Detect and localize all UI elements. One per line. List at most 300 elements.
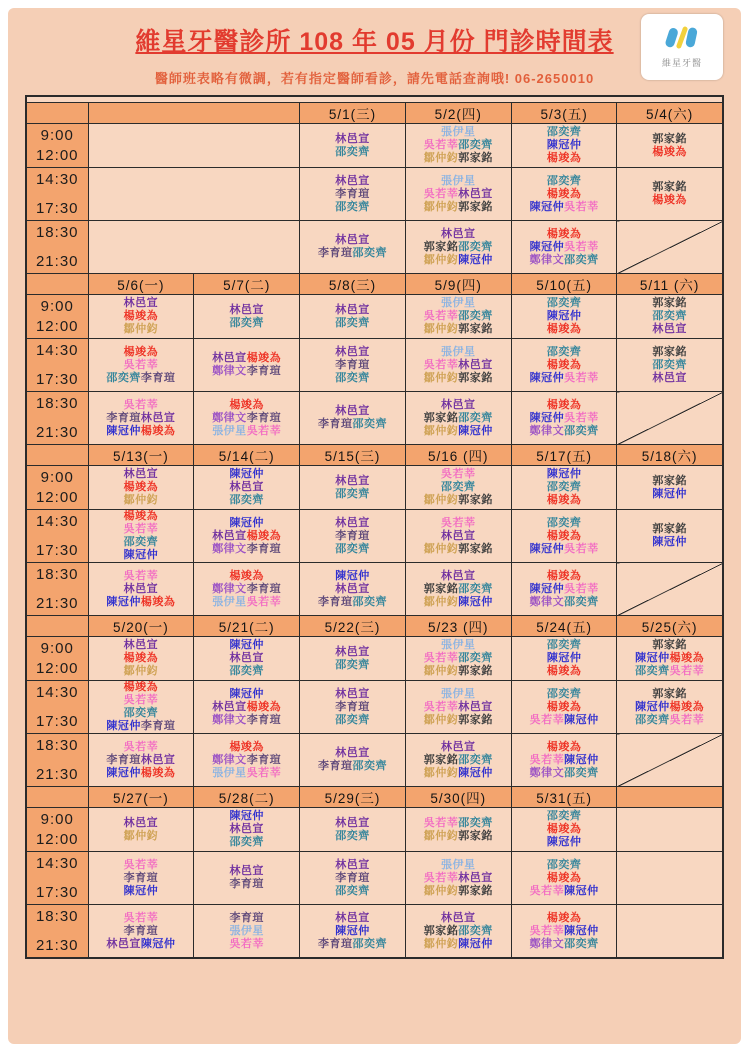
doctor-line — [617, 346, 721, 359]
doctor-name: 郭家銘 — [423, 240, 459, 253]
time-slot-label — [26, 563, 88, 616]
doctor-name: 楊竣為 — [669, 652, 705, 664]
doctor-line — [300, 747, 405, 760]
schedule-cell — [300, 339, 406, 392]
doctor-name: 陳冠仲 — [546, 836, 582, 848]
time-slot-label — [26, 637, 88, 681]
time-end: 17:30 — [35, 200, 79, 217]
schedule-cell — [405, 168, 511, 221]
doctor-line — [617, 536, 721, 549]
doctor-name: 吳若莘 — [123, 523, 159, 535]
schedule-cell — [194, 852, 300, 905]
doctor-line — [406, 425, 511, 438]
doctor-name: 李育瑄 — [246, 713, 282, 726]
doctor-line — [89, 639, 194, 652]
schedule-cell — [88, 637, 194, 681]
schedule-cell — [300, 221, 406, 274]
doctor-name: 邵奕齊 — [546, 345, 582, 358]
doctor-line — [406, 530, 511, 543]
doctor-line — [194, 530, 299, 543]
doctor-name: 邵奕齊 — [441, 481, 476, 493]
doctor-name: 李育瑄 — [317, 760, 353, 772]
doctor-name: 郭家銘 — [458, 152, 493, 164]
doctor-line — [512, 152, 617, 165]
doctor-name: 楊竣為 — [546, 152, 582, 164]
doctor-line — [617, 665, 721, 678]
doctor-line — [194, 517, 299, 530]
doctor-name: 鄒仲鈞 — [423, 494, 459, 506]
doctor-line — [89, 536, 194, 549]
doctor-name: 李育瑄 — [140, 371, 176, 384]
doctor-name: 林邑宣 — [229, 865, 264, 877]
doctor-name: 邵奕齊 — [564, 253, 599, 266]
doctor-line — [300, 885, 405, 898]
doctor-line — [512, 323, 617, 336]
date-header: 5/28(二) — [194, 787, 300, 808]
doctor-line — [406, 126, 511, 139]
doctor-name: 楊竣為 — [652, 145, 687, 158]
doctor-line — [89, 754, 194, 767]
doctor-name: 郭家銘 — [423, 753, 459, 766]
doctor-line — [194, 317, 299, 330]
schedule-cell — [88, 295, 194, 339]
doctor-name: 吳若莘 — [441, 516, 476, 529]
date-header: 5/8(三) — [300, 274, 406, 295]
doctor-name: 陳冠仲 — [229, 516, 264, 529]
doctor-name: 邵奕齊 — [458, 240, 493, 253]
doctor-line — [300, 359, 405, 372]
doctor-line — [300, 714, 405, 727]
doctor-line — [300, 701, 405, 714]
doctor-name: 邵奕齊 — [229, 665, 264, 677]
doctor-name: 林邑宣 — [123, 468, 159, 480]
doctor-name: 郭家銘 — [458, 829, 493, 842]
doctor-name: 李育瑄 — [335, 187, 370, 200]
doctor-name: 陳冠仲 — [140, 937, 176, 950]
doctor-line — [512, 310, 617, 323]
doctor-line — [406, 817, 511, 830]
doctor-name: 陳冠仲 — [652, 536, 687, 548]
date-header: 5/11 (六) — [617, 274, 723, 295]
doctor-line — [300, 543, 405, 556]
doctor-name: 吳若莘 — [246, 424, 282, 437]
schedule-cell — [511, 466, 617, 510]
week-3-slot-row-2 — [26, 510, 723, 563]
doctor-line — [300, 234, 405, 247]
doctor-line — [617, 701, 721, 714]
doctor-name: 林邑宣 — [335, 132, 370, 145]
doctor-line — [194, 652, 299, 665]
doctor-name: 林邑宣 — [335, 303, 370, 316]
doctor-name: 邵奕齊 — [458, 652, 493, 664]
doctor-name: 林邑宣 — [441, 398, 476, 411]
doctor-name: 林邑宣 — [229, 481, 264, 493]
doctor-name: 林邑宣 — [335, 858, 370, 871]
doctor-name: 李育瑄 — [246, 411, 282, 424]
doctor-name: 鄒仲鈞 — [423, 884, 459, 897]
doctor-line — [194, 925, 299, 938]
doctor-line — [512, 767, 617, 780]
doctor-name: 邵奕齊 — [564, 595, 599, 608]
doctor-line — [194, 412, 299, 425]
time-end: 21:30 — [35, 595, 79, 612]
doctor-line — [617, 146, 721, 159]
doctor-name: 邵奕齊 — [458, 139, 493, 151]
doctor-name: 吳若莘 — [229, 937, 264, 950]
schedule-cell — [88, 392, 194, 445]
doctor-line — [512, 228, 617, 241]
doctor-name: 林邑宣 — [335, 645, 370, 658]
doctor-name: 吳若莘 — [123, 569, 159, 582]
doctor-name: 林邑宣 — [458, 358, 493, 371]
doctor-line — [300, 133, 405, 146]
empty-schedule-cell — [88, 124, 300, 168]
doctor-line — [300, 760, 405, 773]
doctor-line — [512, 938, 617, 951]
doctor-name: 鄒仲鈞 — [423, 200, 459, 213]
doctor-line — [89, 872, 194, 885]
time-start: 14:30 — [35, 684, 79, 701]
doctor-line — [300, 517, 405, 530]
doctor-name: 李育瑄 — [140, 720, 176, 732]
date-header: 5/9(四) — [405, 274, 511, 295]
closed-cell — [617, 734, 723, 787]
doctor-name: 林邑宣 — [123, 582, 159, 595]
doctor-name: 邵奕齊 — [229, 836, 264, 848]
time-start: 14:30 — [35, 171, 79, 188]
date-header: 5/3(五) — [511, 103, 617, 124]
schedule-cell — [511, 510, 617, 563]
doctor-name: 林邑宣 — [335, 747, 370, 759]
week-4-slot-row-1 — [26, 637, 723, 681]
doctor-name: 邵奕齊 — [546, 297, 582, 309]
doctor-line — [512, 810, 617, 823]
doctor-line — [89, 938, 194, 951]
doctor-name: 林邑宣 — [106, 937, 141, 950]
schedule-cell — [300, 295, 406, 339]
doctor-name: 吳若莘 — [529, 713, 565, 726]
doctor-name: 楊竣為 — [123, 345, 159, 358]
doctor-name: 邵奕齊 — [335, 658, 370, 671]
doctor-name: 陳冠仲 — [106, 424, 141, 437]
doctor-name: 鄒仲鈞 — [423, 595, 459, 608]
time-end: 17:30 — [35, 371, 79, 388]
doctor-line — [89, 652, 194, 665]
doctor-line — [194, 823, 299, 836]
date-header: 5/13(一) — [88, 445, 194, 466]
doctor-line — [512, 201, 617, 214]
doctor-name: 李育瑄 — [317, 937, 353, 950]
doctor-name: 邵奕齊 — [352, 760, 387, 772]
doctor-name: 郭家銘 — [458, 494, 493, 506]
doctor-name: 邵奕齊 — [335, 829, 370, 842]
doctor-line — [617, 714, 721, 727]
doctor-name: 郭家銘 — [652, 297, 687, 309]
schedule-cell — [617, 637, 723, 681]
doctor-name: 李育瑄 — [317, 247, 353, 259]
doctor-name: 鄭律文 — [212, 365, 247, 377]
doctor-name: 楊竣為 — [669, 700, 705, 713]
schedule-cell — [405, 124, 511, 168]
doctor-name: 楊竣為 — [546, 823, 582, 835]
time-end: 17:30 — [35, 713, 79, 730]
doctor-line — [512, 530, 617, 543]
doctor-line — [512, 665, 617, 678]
doctor-name: 陳冠仲 — [529, 411, 565, 424]
doctor-line — [89, 494, 194, 507]
time-slot-label — [26, 808, 88, 852]
doctor-line — [194, 304, 299, 317]
schedule-cell — [617, 124, 723, 168]
doctor-name: 陳冠仲 — [458, 424, 493, 437]
doctor-line — [512, 596, 617, 609]
doctor-name: 陳冠仲 — [546, 652, 582, 664]
doctor-name: 張伊星 — [212, 766, 247, 779]
doctor-name: 楊竣為 — [123, 481, 159, 493]
doctor-name: 楊竣為 — [246, 700, 282, 713]
doctor-name: 郭家銘 — [652, 523, 687, 535]
doctor-line — [406, 201, 511, 214]
doctor-name: 林邑宣 — [140, 753, 176, 766]
doctor-line — [300, 830, 405, 843]
time-start: 14:30 — [35, 513, 79, 530]
date-header: 5/29(三) — [300, 787, 406, 808]
doctor-line — [512, 517, 617, 530]
doctor-name: 楊竣為 — [546, 187, 582, 200]
doctor-name: 邵奕齊 — [229, 494, 264, 506]
corner-cell — [26, 274, 88, 295]
doctor-name: 邵奕齊 — [635, 665, 670, 677]
doctor-name: 邵奕齊 — [335, 487, 370, 500]
doctor-line — [406, 596, 511, 609]
doctor-line — [194, 714, 299, 727]
doctor-name: 郭家銘 — [458, 542, 493, 555]
doctor-line — [89, 372, 194, 385]
corner-cell — [26, 616, 88, 637]
date-header: 5/15(三) — [300, 445, 406, 466]
doctor-line — [300, 659, 405, 672]
doctor-name: 楊竣為 — [246, 352, 282, 364]
doctor-line — [406, 412, 511, 425]
schedule-cell — [88, 681, 194, 734]
doctor-line — [194, 810, 299, 823]
date-header: 5/22(三) — [300, 616, 406, 637]
date-header: 5/30(四) — [405, 787, 511, 808]
doctor-name: 邵奕齊 — [123, 536, 159, 548]
doctor-name: 楊竣為 — [546, 358, 582, 371]
doctor-name: 林邑宣 — [652, 323, 687, 335]
doctor-line — [406, 297, 511, 310]
week-5-slot-row-2 — [26, 852, 723, 905]
schedule-cell — [405, 852, 511, 905]
doctor-name: 邵奕齊 — [352, 937, 387, 950]
doctor-line — [512, 346, 617, 359]
doctor-name: 邵奕齊 — [335, 542, 370, 555]
doctor-name: 楊竣為 — [123, 681, 159, 693]
doctor-line — [89, 425, 194, 438]
week-4-slot-row-3 — [26, 734, 723, 787]
week-3-date-row — [26, 445, 723, 466]
week-1-slot-row-1 — [26, 124, 723, 168]
doctor-line — [406, 175, 511, 188]
date-header: 5/14(二) — [194, 445, 300, 466]
doctor-line — [406, 494, 511, 507]
doctor-name: 林邑宣 — [441, 569, 476, 582]
time-slot-label — [26, 339, 88, 392]
doctor-name: 林邑宣 — [335, 582, 370, 595]
doctor-line — [406, 872, 511, 885]
doctor-line — [194, 665, 299, 678]
doctor-line — [194, 865, 299, 878]
doctor-line — [194, 481, 299, 494]
doctor-line — [89, 359, 194, 372]
time-end: 21:30 — [35, 766, 79, 783]
doctor-name: 邵奕齊 — [335, 884, 370, 897]
schedule-cell — [617, 466, 723, 510]
week-3-slot-row-3 — [26, 563, 723, 616]
doctor-name: 陳冠仲 — [546, 468, 582, 480]
doctor-line — [300, 530, 405, 543]
date-header: 5/31(五) — [511, 787, 617, 808]
doctor-name: 邵奕齊 — [335, 200, 370, 213]
date-header: 5/6(一) — [88, 274, 194, 295]
doctor-name: 吳若莘 — [564, 411, 599, 424]
doctor-line — [300, 247, 405, 260]
time-start: 18:30 — [35, 395, 79, 412]
empty-schedule-cell — [88, 168, 300, 221]
doctor-name: 楊竣為 — [546, 398, 582, 411]
doctor-name: 林邑宣 — [123, 297, 159, 309]
time-start: 9:00 — [40, 469, 74, 486]
doctor-line — [89, 510, 194, 523]
doctor-line — [194, 352, 299, 365]
doctor-name: 陳冠仲 — [335, 569, 370, 582]
doctor-line — [89, 767, 194, 780]
doctor-line — [194, 425, 299, 438]
doctor-name: 吳若莘 — [564, 240, 599, 253]
date-header: 5/7(二) — [194, 274, 300, 295]
doctor-name: 林邑宣 — [335, 474, 370, 487]
doctor-line — [89, 323, 194, 336]
doctor-line — [194, 639, 299, 652]
doctor-name: 邵奕齊 — [546, 810, 582, 822]
doctor-line — [406, 938, 511, 951]
tooth-logo-icon — [662, 26, 702, 54]
doctor-line — [617, 488, 721, 501]
doctor-line — [89, 707, 194, 720]
time-start: 18:30 — [35, 224, 79, 241]
schedule-cell — [88, 339, 194, 392]
doctor-line — [194, 543, 299, 556]
week-1-slot-row-2 — [26, 168, 723, 221]
doctor-line — [89, 468, 194, 481]
doctor-line — [300, 405, 405, 418]
schedule-cell — [405, 392, 511, 445]
doctor-name: 李育瑄 — [123, 871, 159, 884]
doctor-line — [512, 823, 617, 836]
doctor-name: 張伊星 — [212, 424, 247, 437]
week-2-date-row — [26, 274, 723, 295]
doctor-name: 陳冠仲 — [335, 924, 370, 937]
time-end: 12:00 — [35, 489, 79, 506]
schedule-cell — [300, 905, 406, 959]
doctor-name: 鄒仲鈞 — [423, 371, 459, 384]
doctor-line — [512, 885, 617, 898]
doctor-line — [300, 188, 405, 201]
schedule-cell — [88, 466, 194, 510]
doctor-line — [89, 830, 194, 843]
doctor-name: 郭家銘 — [652, 181, 687, 193]
doctor-name: 郭家銘 — [652, 687, 687, 700]
doctor-name: 鄭律文 — [212, 542, 247, 555]
time-slot-label — [26, 295, 88, 339]
doctor-name: 郭家銘 — [458, 200, 493, 213]
doctor-name: 吳若莘 — [246, 766, 282, 779]
date-header: 5/10(五) — [511, 274, 617, 295]
schedule-cell — [300, 637, 406, 681]
doctor-line — [617, 133, 721, 146]
schedule-cell — [405, 221, 511, 274]
doctor-name: 吳若莘 — [423, 310, 459, 322]
doctor-line — [512, 583, 617, 596]
doctor-line — [406, 885, 511, 898]
doctor-name: 鄒仲鈞 — [123, 665, 159, 677]
doctor-name: 陳冠仲 — [652, 487, 687, 500]
doctor-name: 郭家銘 — [458, 713, 493, 726]
doctor-name: 楊竣為 — [546, 740, 582, 753]
time-end: 12:00 — [35, 147, 79, 164]
doctor-line — [89, 523, 194, 536]
doctor-name: 鄒仲鈞 — [123, 323, 159, 335]
page-header — [8, 8, 741, 94]
schedule-cell — [405, 808, 511, 852]
corner-cell — [26, 787, 88, 808]
doctor-name: 邵奕齊 — [458, 816, 493, 829]
doctor-name: 林邑宣 — [458, 700, 493, 713]
doctor-name: 郭家銘 — [652, 132, 687, 145]
doctor-name: 郭家銘 — [423, 411, 459, 424]
time-start: 9:00 — [40, 127, 74, 144]
doctor-line — [194, 754, 299, 767]
time-slot-label — [26, 466, 88, 510]
doctor-line — [406, 912, 511, 925]
doctor-name: 李育瑄 — [123, 924, 159, 937]
doctor-line — [194, 583, 299, 596]
doctor-line — [89, 681, 194, 694]
doctor-line — [617, 323, 721, 336]
closed-cell — [617, 563, 723, 616]
schedule-cell — [88, 905, 194, 959]
doctor-name: 楊竣為 — [229, 740, 264, 753]
week-5-slot-row-1 — [26, 808, 723, 852]
doctor-name: 陳冠仲 — [635, 700, 670, 713]
doctor-line — [406, 639, 511, 652]
doctor-name: 邵奕齊 — [652, 310, 687, 322]
doctor-name: 鄒仲鈞 — [423, 665, 459, 677]
schedule-cell — [88, 734, 194, 787]
doctor-name: 吳若莘 — [529, 884, 565, 897]
doctor-name: 邵奕齊 — [564, 766, 599, 779]
page-subtitle: 醫師班表略有微調，若有指定醫師看診，請先電話查詢哦! 06-2650010 — [154, 71, 595, 86]
schedule-cell — [617, 510, 723, 563]
doctor-name: 林邑宣 — [335, 911, 370, 924]
doctor-name: 林邑宣 — [335, 687, 370, 700]
doctor-name: 吳若莘 — [423, 358, 459, 371]
doctor-name: 邵奕齊 — [106, 371, 141, 384]
doctor-name: 吳若莘 — [441, 468, 476, 480]
doctor-line — [512, 859, 617, 872]
doctor-line — [89, 570, 194, 583]
